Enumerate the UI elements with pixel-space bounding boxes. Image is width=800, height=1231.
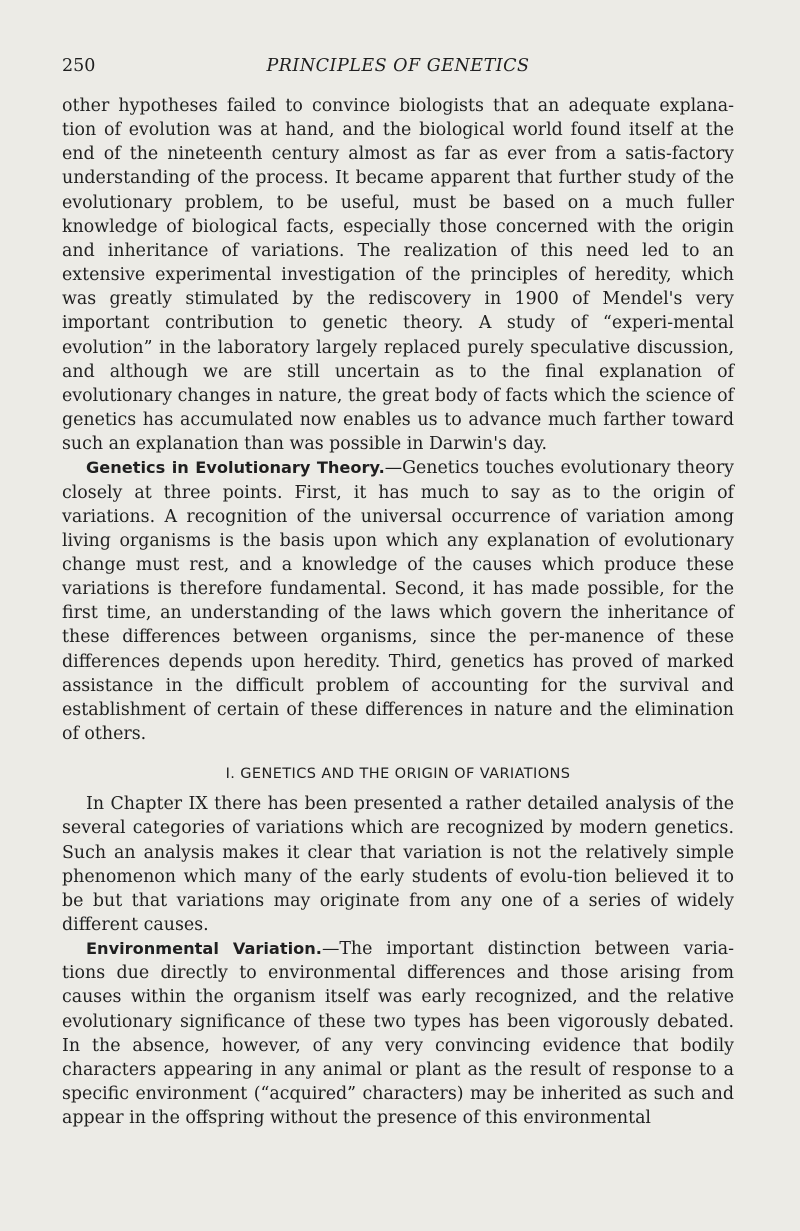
paragraph-environmental-variation: [62, 937, 734, 1130]
book-page: [62, 52, 734, 1130]
paragraph-text: —Genetics touches evolutionary theory closely at three points. First, it has much to say as to the origin of variations. A recognition of the universal occurrence of variation among living organisms is the basis upon which any explanation of evolutionary change must rest, and a knowledge of the causes which produce these variations is therefore fundamental. Second, it has made possible, for the first time, an understanding of the laws which govern the inheritance of these differences between organisms, since the per-manence of these differences depends upon heredity. Third, genetics has proved of marked assistance in the difficult problem of accounting for the survival and establishment of certain of these differences in nature and the elimination of others.: [62, 458, 734, 745]
paragraph-text: —The important distinction between varia-tions due directly to environmental differences and those arising from causes within the organism itself was early recognized, and the relative evolutionary significance of these two types has been vigorously debated. In the absence, however, of any very convincing evidence that bodily characters appearing in any animal or plant as the result of response to a specific environment (“acquired” characters) may be inherited as such and appear in the offspring without the presence of this environmental: [62, 939, 734, 1129]
body-text: [62, 94, 734, 1130]
run-in-heading-environmental: Environmental Variation.: [86, 939, 322, 959]
paragraph-chapter-ix: In Chapter IX there has been presented a rather detailed analysis of the several categories of variations which are recognized by modern genetics. Such an analysis makes it clear that variation is not the relatively simple phenomenon which many of the early students of evolu-tion believed it to be but that variations may originate from any one of a series of widely different causes.: [62, 794, 734, 935]
paragraph-evolution-history: other hypotheses failed to convince biologists that an adequate explana-tion of evolution was at hand, and the biological world found itself at the end of the nineteenth century almost as far as ever from a satis-factory understanding of the process. It became apparent that further study of the evolutionary problem, to be useful, must be based on a much fuller knowledge of biological facts, especially those concerned with the origin and inheritance of variations. The realization of this need led to an extensive experimental investigation of the principles of heredity, which was greatly stimulated by the rediscovery in 1900 of Mendel's very important contribution to genetic theory. A study of “experi-mental evolution” in the laboratory largely replaced purely speculative discussion, and although we are still uncertain as to the final explanation of evolutionary changes in nature, the great body of facts which the science of genetics has accumulated now enables us to advance much farther toward such an explanation than was possible in Darwin's day.: [62, 96, 734, 455]
page-number: 250: [62, 56, 96, 76]
running-title: PRINCIPLES OF GENETICS: [266, 56, 530, 76]
run-in-heading-genetics: Genetics in Evolutionary Theory.: [86, 458, 385, 478]
paragraph-genetics-in-evolutionary-theory: [62, 456, 734, 746]
running-head: [62, 52, 734, 80]
section-heading: I. GENETICS AND THE ORIGIN OF VARIATIONS: [225, 766, 571, 783]
